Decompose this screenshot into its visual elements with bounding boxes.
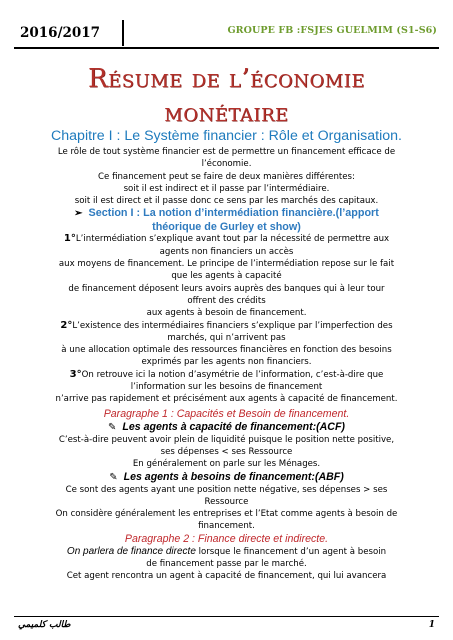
paragraph-2-heading: Paragraphe 2 : Finance directe et indirecte. [124,532,329,545]
abf-title: Les agents à besoins de financement:(ABF) [123,470,344,483]
paragraph-2-line: de financement passe par le marché. [146,559,307,570]
point-line: n’arrive pas rapidement et précisément aux agents à capacité de financement. [55,394,398,405]
section-title-line-1: Section I : La notion d’intermédiation financière.(l’apport [88,207,379,220]
point-line: L’existence des intermédiaires financiers s’explique par l’imperfection des [72,320,393,331]
point-line: aux moyens de financement. Le principe de l’intermédiation repose sur le fait [58,259,395,270]
finance-directe-lead: On parlera de finance directe [66,545,196,557]
pen-bullet-icon: ✎ [108,421,117,433]
group-name: GROUPE FB :FSJES GUELMIM (S1-S6) [227,25,437,36]
point-number: 2° [60,319,73,331]
acf-line: ses dépenses < ses Ressource [160,446,293,457]
acf-line: En généralement on parle sur les Ménages. [132,459,321,470]
pen-bullet-icon: ✎ [109,471,118,483]
header-divider [14,47,439,49]
paragraph-1-heading: Paragraphe 1 : Capacités et Besoin de financement. [103,407,350,420]
intro-line: l’économie. [201,159,252,170]
point-3 [20,369,433,406]
abf-heading [20,471,433,484]
acf-heading [20,421,433,434]
page-footer [14,616,439,636]
point-1 [20,233,433,319]
point-line: On retrouve ici la notion d’asymétrie de l’information, c’est-à-dire que [81,369,384,380]
intro-block [20,146,433,207]
section-heading [20,207,433,233]
intro-line: Le rôle de tout système financier est de permettre un financement efficace de [57,147,396,157]
abf-line: Ce sont des agents ayant une position nette négative, ses dépenses > ses [65,484,388,495]
point-number: 3° [69,368,82,380]
point-2 [20,320,433,369]
point-line: agents non financiers un accès [159,246,294,257]
paragraph-2-line: lorsque le financement d’un agent à besoin [195,546,387,557]
acf-line: C’est-à-dire peuvent avoir plein de liquidité puisque le position nette positive, [58,434,395,445]
page-header [14,16,439,48]
author-signature: طالب كلميمي [18,620,71,630]
section-title-line-2: théorique de Gurley et show) [152,220,301,233]
abf-line: Ressource [204,496,249,507]
intro-line: Ce financement peut se faire de deux manières différentes: [98,171,355,182]
acf-title: Les agents à capacité de financement:(ACF) [122,420,345,433]
point-line: à une allocation optimale des ressources financières en fonction des besoins [61,345,392,356]
point-line: exprimés par les agents non financiers. [141,357,312,368]
point-line: L’intermédiation s’explique avant tout par la nécessité de permettre aux [75,234,390,245]
title-line-2: monétaire [164,98,289,128]
point-line: de financement déposent leurs avoirs auprès des banques qui à leur tour [68,283,385,294]
intro-line: soit il est direct et il passe donc ce sens par les marchés des capitaux. [74,196,379,207]
abf-line: financement. [198,521,255,532]
intro-line: soit il est indirect et il passe par l’intermédiaire. [123,183,330,194]
title-line-1: Résume de l’économie [88,64,365,94]
abf-line: On considère généralement les entreprises et l’Etat comme agents à besoin de [55,509,398,520]
point-line: l’information sur les besoins de financement [130,382,323,393]
point-line: aux agents à besoin de financement. [146,308,307,319]
point-line: offrent des crédits [187,295,266,306]
arrow-bullet-icon: ➢ [74,208,83,220]
point-line: marchés, qui n’arrivent pas [167,332,286,343]
chapter-heading: Chapitre I : Le Système financier : Rôle et Organisation. [51,128,402,144]
page-number: 1 [428,620,435,630]
footer-divider [14,616,439,617]
point-line: que les agents à capacité [171,271,282,282]
academic-year: 2016/2017 [16,20,124,46]
document-title [0,62,453,130]
document-body [20,128,433,583]
point-number: 1° [63,233,76,245]
paragraph-2-line: Cet agent rencontra un agent à capacité de financement, qui lui avancera [66,571,387,582]
